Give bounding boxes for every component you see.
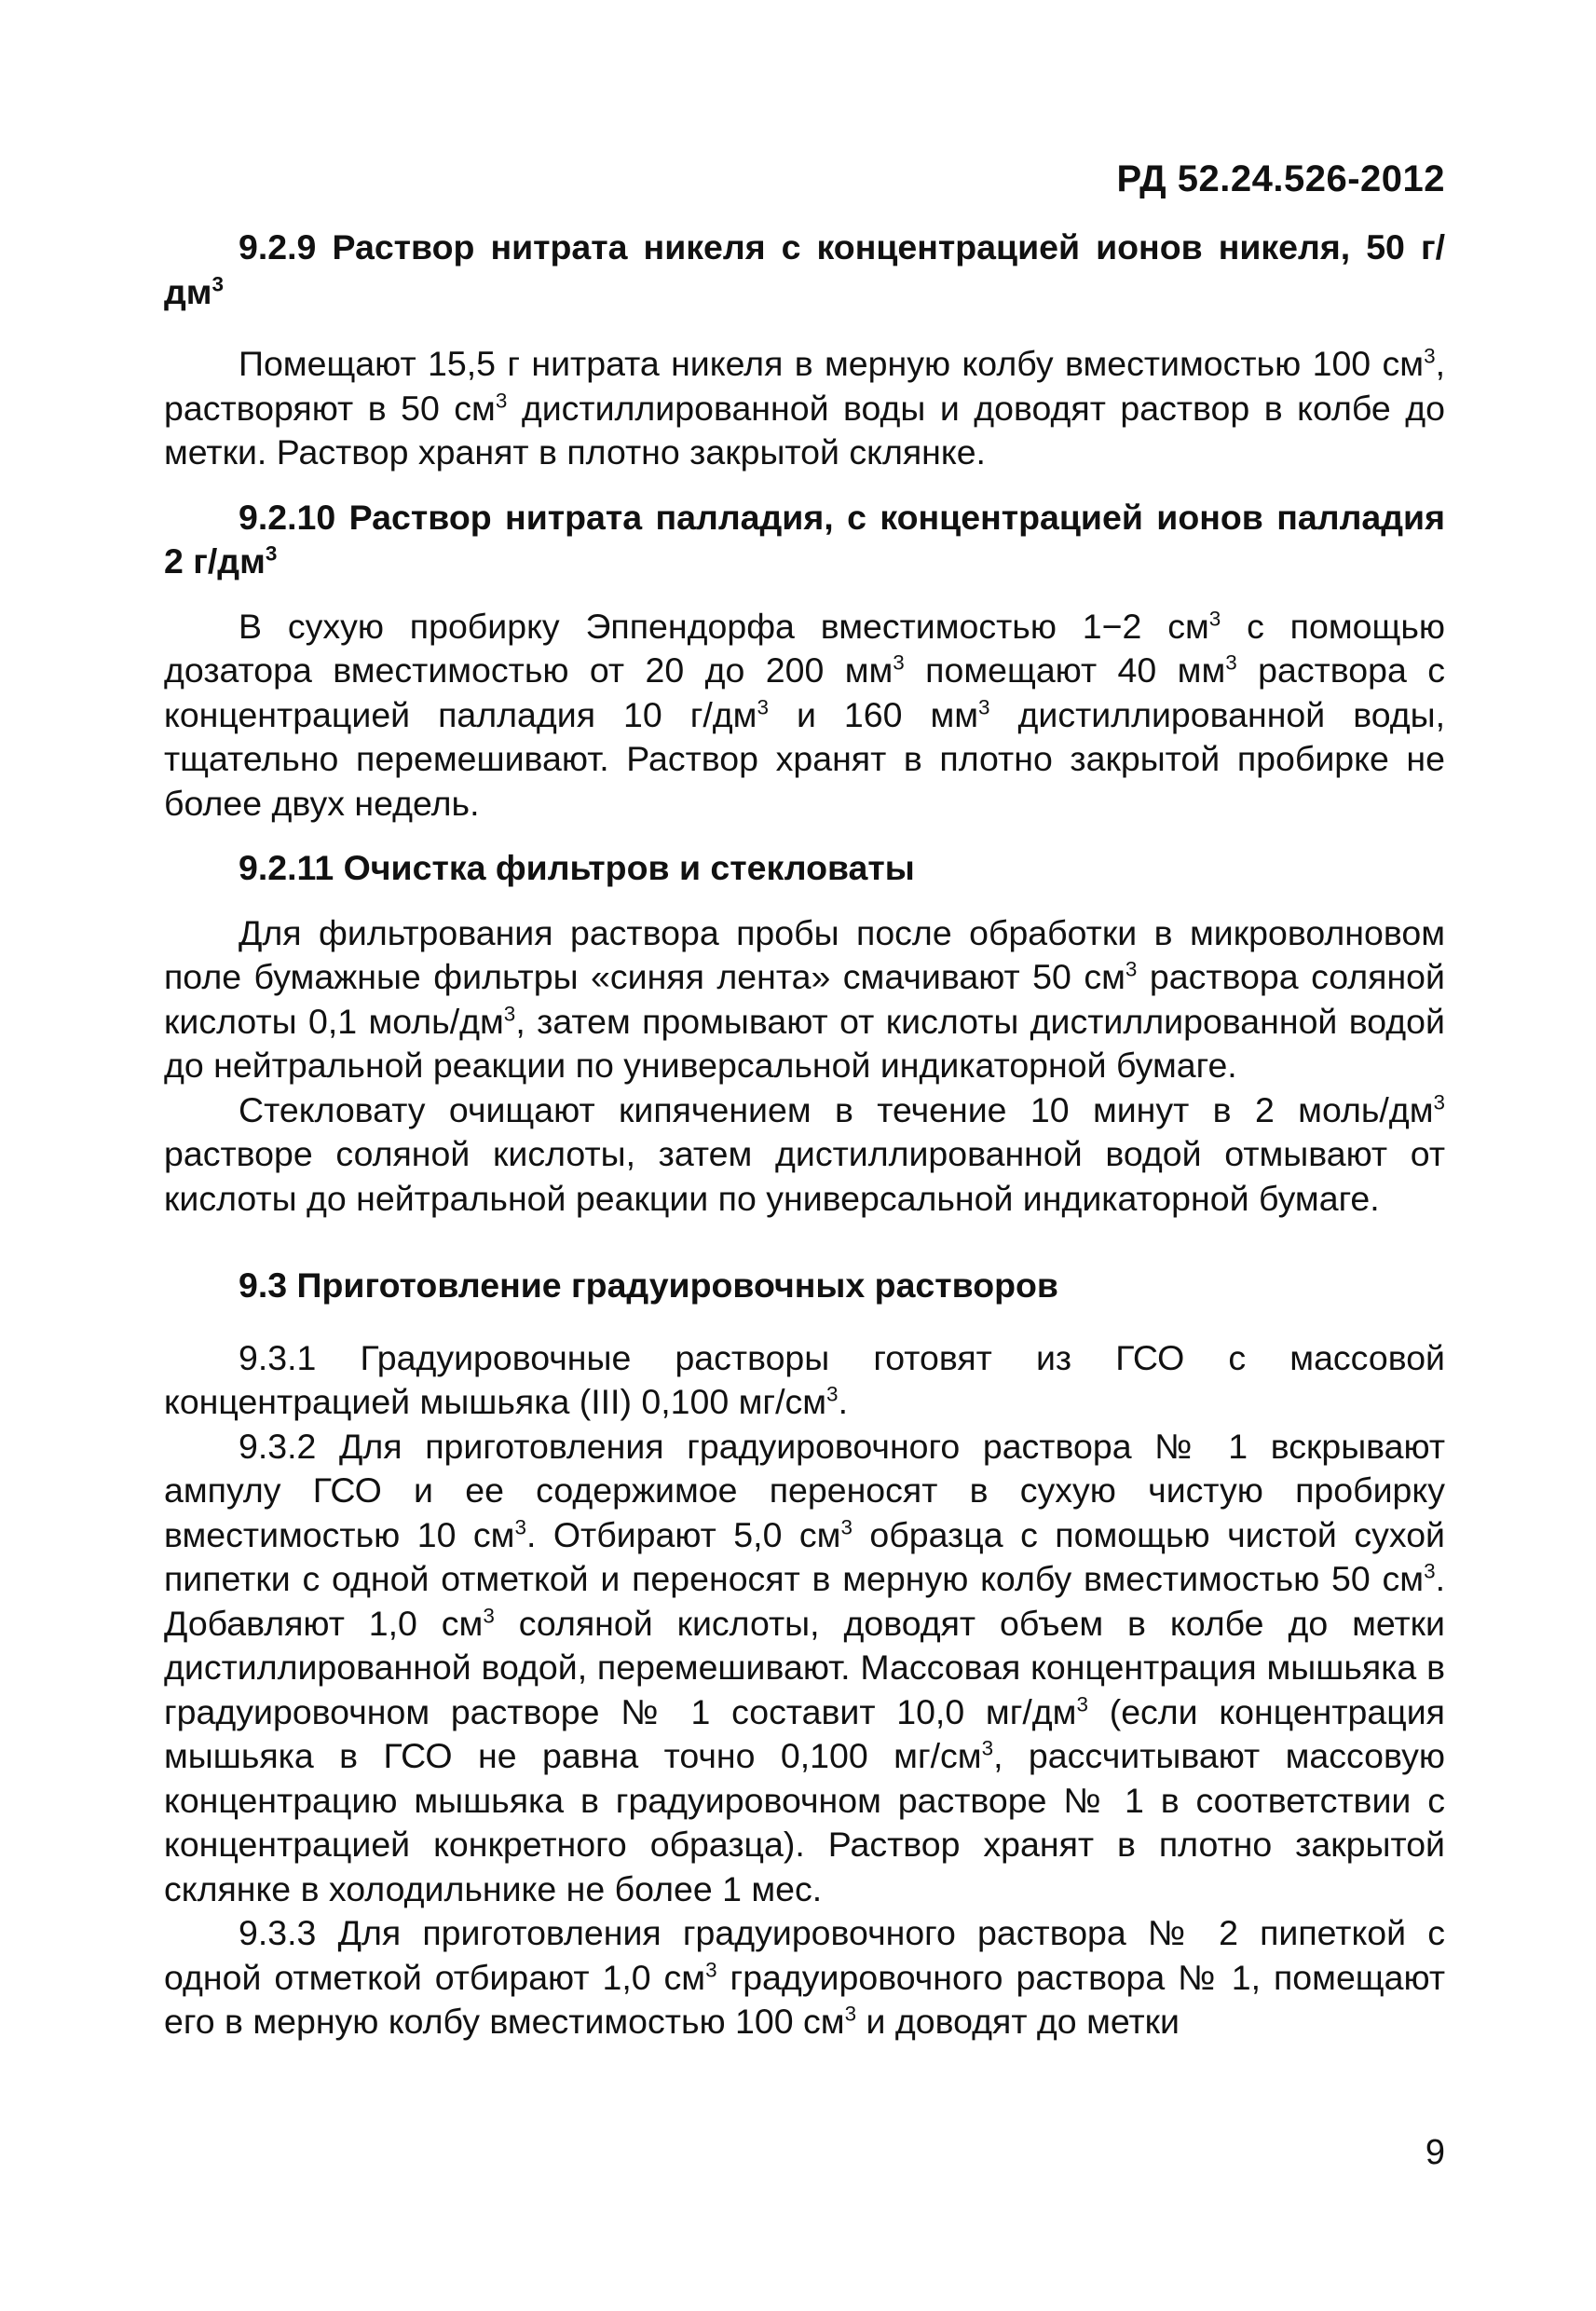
paragraph-9-3-2: 9.3.2 Для приготовления градуировочного раствора № 1 вскрывают ампулу ГСО и ее содержимое переносят в сухую чистую пробирку вместимостью 10 $см^3$. Отбирают 5,0 $см^3$ образца с помощью чистой сухой пипетки с одной отметкой и переносят в мерную колбу вместимостью 50 $см^3$. Добавляют 1,0 $см^3$ соляной кислоты, доводят объем в колбе до метки дистиллированной водой, перемешивают. Массовая концентрация мышьяка в градуировочном растворе № 1 составит 10,0 $мг/дм^3$ (если концентрация мышьяка в ГСО не равна точно 0,100 $мг/см^3$, рассчитывают массовую концентрацию мышьяка в градуировочном растворе № 1 в соответствии с концентрацией конкретного образца). Раствор хранят в плотно закрытой склянке в холодильнике не более 1 мес. [164,1426,1445,1908]
document-body [164,226,1445,2044]
paragraph-filter-cleaning: Для фильтрования раствора пробы после обработки в микроволновом поле бумажные фильтры «синяя лента» смачивают 50 $см^3$ раствора соляной кислоты 0,1 моль/$дм^3$, затем промывают от кислоты дистиллированной водой до нейтральной реакции по универсальной индикаторной бумаге. [164,912,1445,1085]
heading-9-2-10: 9.2.10 Раствор нитрата палладия, с концентрацией ионов палладия 2 $г/дм^3$ [164,497,1445,581]
paragraph-palladium-nitrate: В сухую пробирку Эппендорфа вместимостью 1−2 $см^3$ с помощью дозатора вместимостью от 20 до 200 $мм^3$ помещают 40 $мм^3$ раствора с концентрацией палладия 10 $г/дм^3$ и 160 $мм^3$ дистиллированной воды, тщательно перемешивают. Раствор хранят в плотно закрытой пробирке не более двух недель. [164,606,1445,823]
paragraph-9-3-1: 9.3.1 Градуировочные растворы готовят из ГСО с массовой концентрацией мышьяка (III) 0,100 $мг/см^3$. [164,1337,1445,1421]
paragraph-glass-wool-cleaning: Стекловату очищают кипячением в течение 10 минут в 2 моль/$дм^3$ растворе соляной кислоты, затем дистиллированной водой отмывают от кислоты до нейтральной реакции по универсальной индикаторной бумаге. [164,1089,1445,1218]
paragraph-nickel-nitrate: Помещают 15,5 г нитрата никеля в мерную колбу вместимостью 100 $см^3$, растворяют в 50 $см^3$ дистиллированной воды и доводят раствор в колбе до метки. Раствор хранят в плотно закрытой склянке. [164,344,1445,472]
heading-9-2-11: 9.2.11 Очистка фильтров и стекловаты [239,848,915,887]
document-code: РД 52.24.526-2012 [1116,158,1445,199]
heading-9-2-9: 9.2.9 Раствор нитрата никеля с концентрацией ионов никеля, 50 г/ $дм^3$ [164,227,1445,311]
page-number: 9 [1425,2133,1445,2172]
heading-9-3: 9.3 Приготовление градуировочных растворов [239,1265,1058,1305]
paragraph-9-3-3: 9.3.3 Для приготовления градуировочного раствора № 2 пипеткой с одной отметкой отбирают 1,0 $см^3$ градуировочного раствора № 1, помещают его в мерную колбу вместимостью 100 $см^3$ и доводят до метки [164,1913,1445,2041]
